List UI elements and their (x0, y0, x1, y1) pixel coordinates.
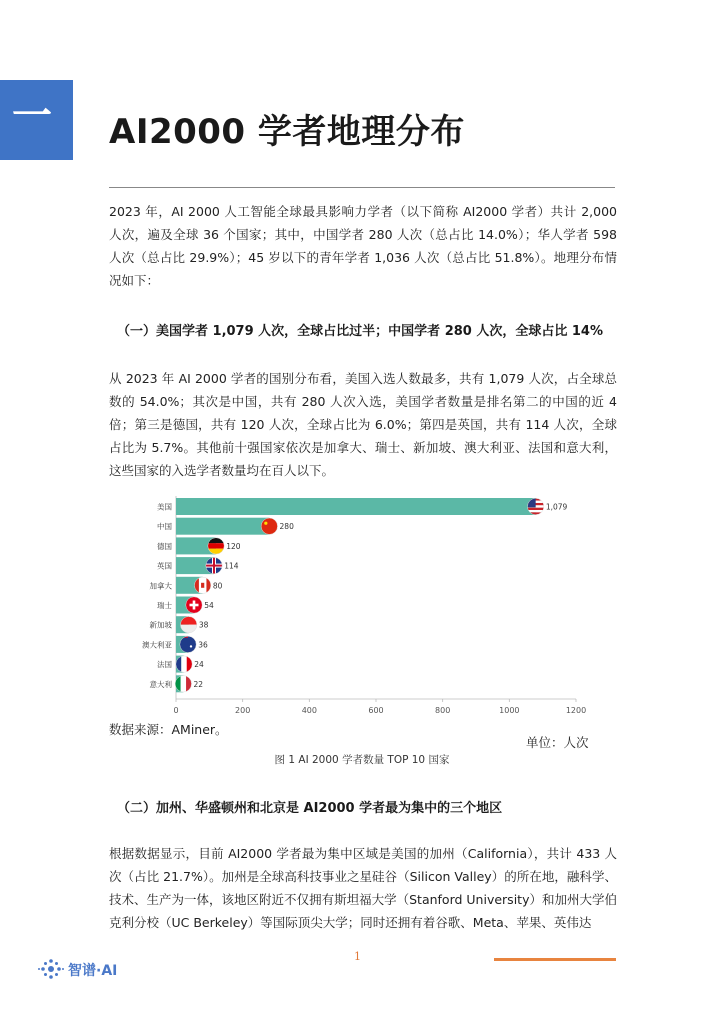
value-label: 24 (194, 660, 204, 670)
category-label: 瑞士 (157, 601, 172, 610)
x-tick-label: 600 (368, 706, 384, 715)
paragraph-1: 从 2023 年 AI 2000 学者的国别分布看，美国入选人数最多，共有 1,079 人次，占全球总数的 54.0%；其次是中国，共有 280 人次入选，美国学者数量是排名第二的中国的近 4 倍；第三是德国，共有 120 人次，全球占比为 6.0%；第四是英国，共有 114 人次，全球占比为 5.7%。其他前十强国家依次是加拿大、瑞士、新加坡、澳大利亚、法国和意大利，这些国家的入选学者数量均在百人以下。 (109, 371, 617, 478)
brand-name: 智谱·AI (68, 963, 118, 979)
x-tick-label: 400 (301, 706, 317, 715)
bar-chart (109, 494, 599, 719)
category-label: 法国 (157, 660, 172, 670)
data-source: 数据来源：AMiner。 (109, 722, 228, 737)
x-tick-label: 1200 (565, 706, 587, 715)
zhipu-logo-icon (37, 957, 65, 981)
category-label: 德国 (157, 541, 172, 551)
bar-1 (176, 518, 269, 535)
heading-2: （二）加州、华盛顿州和北京是 AI2000 学者最为集中的三个地区 (117, 801, 503, 816)
category-label: 新加坡 (149, 620, 172, 630)
section-number-tab (0, 80, 73, 160)
value-label: 54 (204, 601, 214, 610)
value-label: 36 (198, 640, 208, 650)
x-tick-label: 800 (435, 706, 451, 715)
category-label: 意大利 (149, 679, 172, 689)
paragraph-2: 根据数据显示，目前 AI2000 学者最为集中区域是美国的加州（California），共计 433 人次（占比 21.7%）。加州是全球高科技事业之星硅谷（Silicon Valley）的所在地，融科学、技术、生产为一体，该地区附近不仅拥有斯坦福大学（Stanford University）和加州大学伯克利分校（UC Berkeley）等国际顶尖大学；同时还拥有着谷歌、Meta、苹果、英伟达 (109, 846, 617, 930)
page-title: AI2000 学者地理分布 (109, 112, 465, 152)
category-label: 加拿大 (149, 581, 172, 591)
bar-0 (176, 498, 536, 515)
page-number: 1 (354, 950, 361, 963)
intro-paragraph: 2023 年，AI 2000 人工智能全球最具影响力学者（以下简称 AI2000 学者）共计 2,000 人次，遍及全球 36 个国家；其中，中国学者 280 人次（总占比 14.0%）；华人学者 598 人次（总占比 29.9%）；45 岁以下的青年学者 1,036 人次（总占比 51.8%）。地理分布情况如下： (109, 204, 617, 288)
value-label: 38 (198, 620, 209, 630)
footer-accent-line (494, 958, 616, 961)
value-label: 114 (224, 561, 239, 571)
title-divider (109, 187, 615, 188)
x-tick-label: 0 (173, 706, 179, 715)
x-tick-label: 200 (235, 706, 251, 715)
category-label: 澳大利亚 (142, 640, 172, 650)
value-label: 1,079 (545, 502, 568, 512)
figure-caption: 图 1 AI 2000 学者数量 TOP 10 国家 (274, 754, 450, 766)
value-label: 120 (226, 541, 241, 551)
value-label: 280 (279, 522, 294, 532)
category-label: 中国 (157, 522, 172, 532)
unit-label: 单位：人次 (526, 735, 589, 750)
heading-1: （一）美国学者 1,079 人次，全球占比过半；中国学者 280 人次，全球占比 14% (117, 324, 604, 339)
category-label: 美国 (157, 502, 172, 512)
value-label: 22 (193, 679, 204, 689)
section-number: 一 (12, 93, 52, 139)
category-label: 英国 (157, 561, 172, 571)
value-label: 80 (212, 581, 223, 591)
x-tick-label: 1000 (499, 706, 520, 715)
